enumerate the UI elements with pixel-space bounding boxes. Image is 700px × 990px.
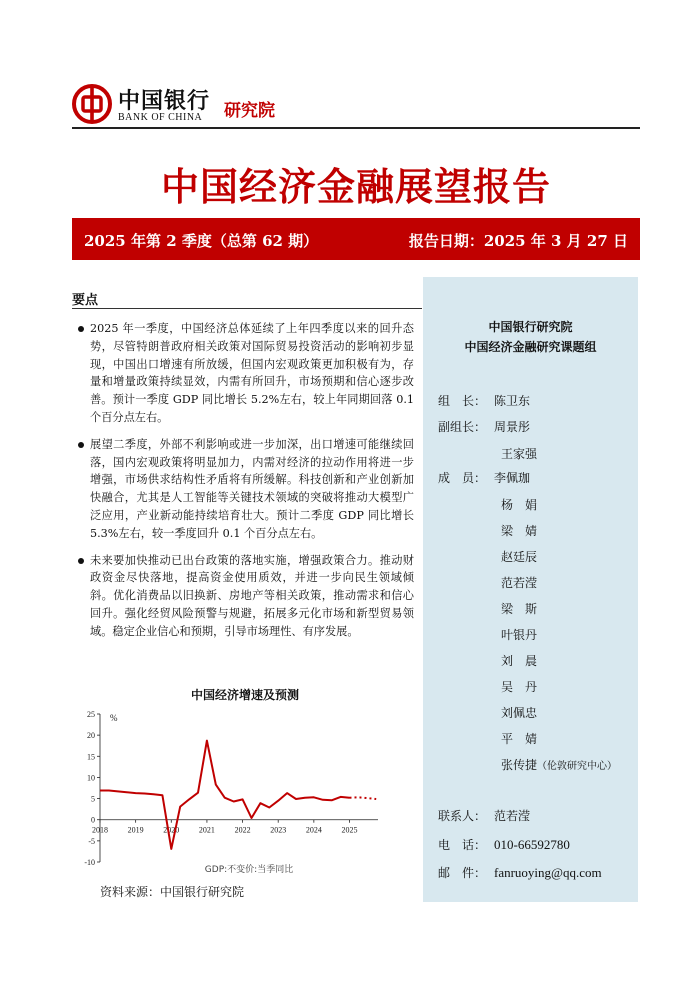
research-group-name: 中国经济金融研究课题组: [464, 340, 597, 354]
deputy-name: 周景彤: [494, 420, 531, 434]
x-tick-label: 2025: [341, 825, 358, 835]
key-points-list: [78, 320, 414, 650]
key-point: [78, 320, 414, 427]
phone-number: 010-66592780: [494, 837, 570, 852]
y-tick-label: 0: [91, 815, 95, 825]
member-name: 叶银丹: [501, 628, 538, 642]
member-name: 梁 斯: [501, 602, 538, 616]
phone-row: [438, 836, 570, 853]
member-row: [501, 756, 617, 773]
member-name: 张传捷: [501, 758, 538, 772]
chart-source: 资料来源：中国银行研究院: [100, 885, 245, 899]
y-axis-unit-label: %: [110, 713, 118, 723]
sidebar-organization: [423, 317, 638, 357]
logo-english-name: BANK OF CHINA: [118, 112, 203, 123]
x-tick-label: 2024: [305, 825, 322, 835]
leader-row: [438, 393, 530, 409]
chart-title: 中国经济增速及预测: [190, 688, 299, 702]
header-divider: [72, 127, 640, 129]
members-row: [438, 470, 530, 486]
deputy-row: [438, 419, 530, 435]
member-name: 李佩珈: [494, 471, 531, 485]
x-tick-label: 2018: [92, 825, 108, 835]
y-tick-label: 10: [87, 773, 95, 783]
member-name: 刘佩忠: [501, 706, 538, 720]
x-tick-label: 2023: [270, 825, 287, 835]
report-date: 报告日期：2025 年 3 月 27 日: [408, 232, 628, 250]
member-note: （伦敦研究中心）: [537, 761, 618, 772]
phone-label: 电 话：: [438, 838, 487, 852]
logo-chinese-name: 中国银行: [118, 88, 211, 114]
bank-of-china-logo-icon: [72, 84, 112, 124]
key-point-text: 未来要加快推动已出台政策的落地实施，增强政策合力。推动财政资金尽快落地，提高资金使用质效，并进一步向民生领域倾斜。优化消费品以旧换新、房地产等相关政策，推动需求和信心回升。强化经贸风险预警与规避，拓展多元化市场和新型贸易领域。稳定企业信心和预期，引导市场理性、有序发展。: [90, 553, 414, 638]
contact-label: 联系人：: [438, 809, 487, 823]
y-tick-label: -10: [84, 858, 95, 867]
member-name: 平 婧: [501, 732, 538, 746]
org-name: 中国银行研究院: [488, 320, 573, 334]
y-tick-label: -5: [88, 836, 95, 846]
gdp-growth-chart: [78, 704, 418, 874]
report-title: 中国经济金融展望报告: [160, 165, 551, 209]
institute-name: 研究院: [224, 101, 275, 121]
x-tick-label: 2020: [163, 825, 180, 835]
member-name: 范若滢: [501, 576, 538, 590]
chart-legend-label: GDP:不变价:当季同比: [204, 865, 294, 874]
email-label: 邮 件：: [438, 866, 487, 880]
contact-row: [438, 807, 530, 824]
section-title: 要点: [72, 293, 99, 308]
bullet-icon: [78, 442, 84, 448]
x-tick-label: 2019: [127, 825, 144, 835]
y-tick-label: 25: [87, 710, 95, 719]
leader-label: 组 长：: [438, 394, 487, 408]
member-name: 吴 丹: [501, 680, 538, 694]
deputy-name: 王家强: [501, 447, 538, 461]
issue-band: [72, 218, 640, 260]
bullet-icon: [78, 326, 84, 332]
key-point-text: 展望二季度，外部不利影响或进一步加深，出口增速可能继续回落，国内宏观政策将明显加力，内需对经济的拉动作用将进一步增强，市场供求结构性矛盾将有所缓解。科技创新和产业创新加快融合，尤其是人工智能等关键技术领域的突破将推动大模型广泛应用，产业新动能持续培育壮大。预计二季度 GDP 同比增长 5.3%左右，较一季度回升 0.1 个百分点左右。: [90, 437, 414, 540]
y-tick-label: 15: [87, 752, 95, 762]
key-point: [78, 436, 414, 543]
leader-name: 陈卫东: [494, 394, 531, 408]
email-row: [438, 864, 602, 881]
y-tick-label: 5: [91, 794, 95, 804]
member-name: 杨 娟: [501, 498, 538, 512]
research-team-sidebar: [423, 277, 638, 902]
deputy-label: 副组长：: [438, 420, 487, 434]
x-tick-label: 2022: [234, 825, 251, 835]
forecast-series-line: [350, 797, 377, 799]
member-name: 赵廷辰: [501, 550, 538, 564]
key-point: [78, 552, 414, 641]
email-address[interactable]: fanruoying@qq.com: [494, 865, 602, 880]
report-header: [72, 82, 640, 130]
member-name: 刘 晨: [501, 654, 538, 668]
key-point-text: 2025 年一季度，中国经济总体延续了上年四季度以来的回升态势，尽管特朗普政府相关政策对国际贸易投资活动的影响初步显现，中国出口增速有所放缓，但国内宏观政策更加积极有为，存量和增量政策持续显效，内需有所回升，市场预期和信心逐步改善。预计一季度 GDP 同比增长 5.2%左右，较上年同期回落 0.1 个百分点左右。: [90, 322, 414, 424]
section-divider: [72, 308, 422, 309]
bullet-icon: [78, 558, 84, 564]
contact-name: 范若滢: [494, 809, 531, 823]
member-name: 梁 婧: [501, 524, 538, 538]
members-label: 成 员：: [438, 471, 487, 485]
y-tick-label: 20: [87, 731, 95, 741]
issue-number: 2025 年第 2 季度（总第 62 期）: [84, 232, 319, 250]
x-tick-label: 2021: [198, 825, 215, 835]
